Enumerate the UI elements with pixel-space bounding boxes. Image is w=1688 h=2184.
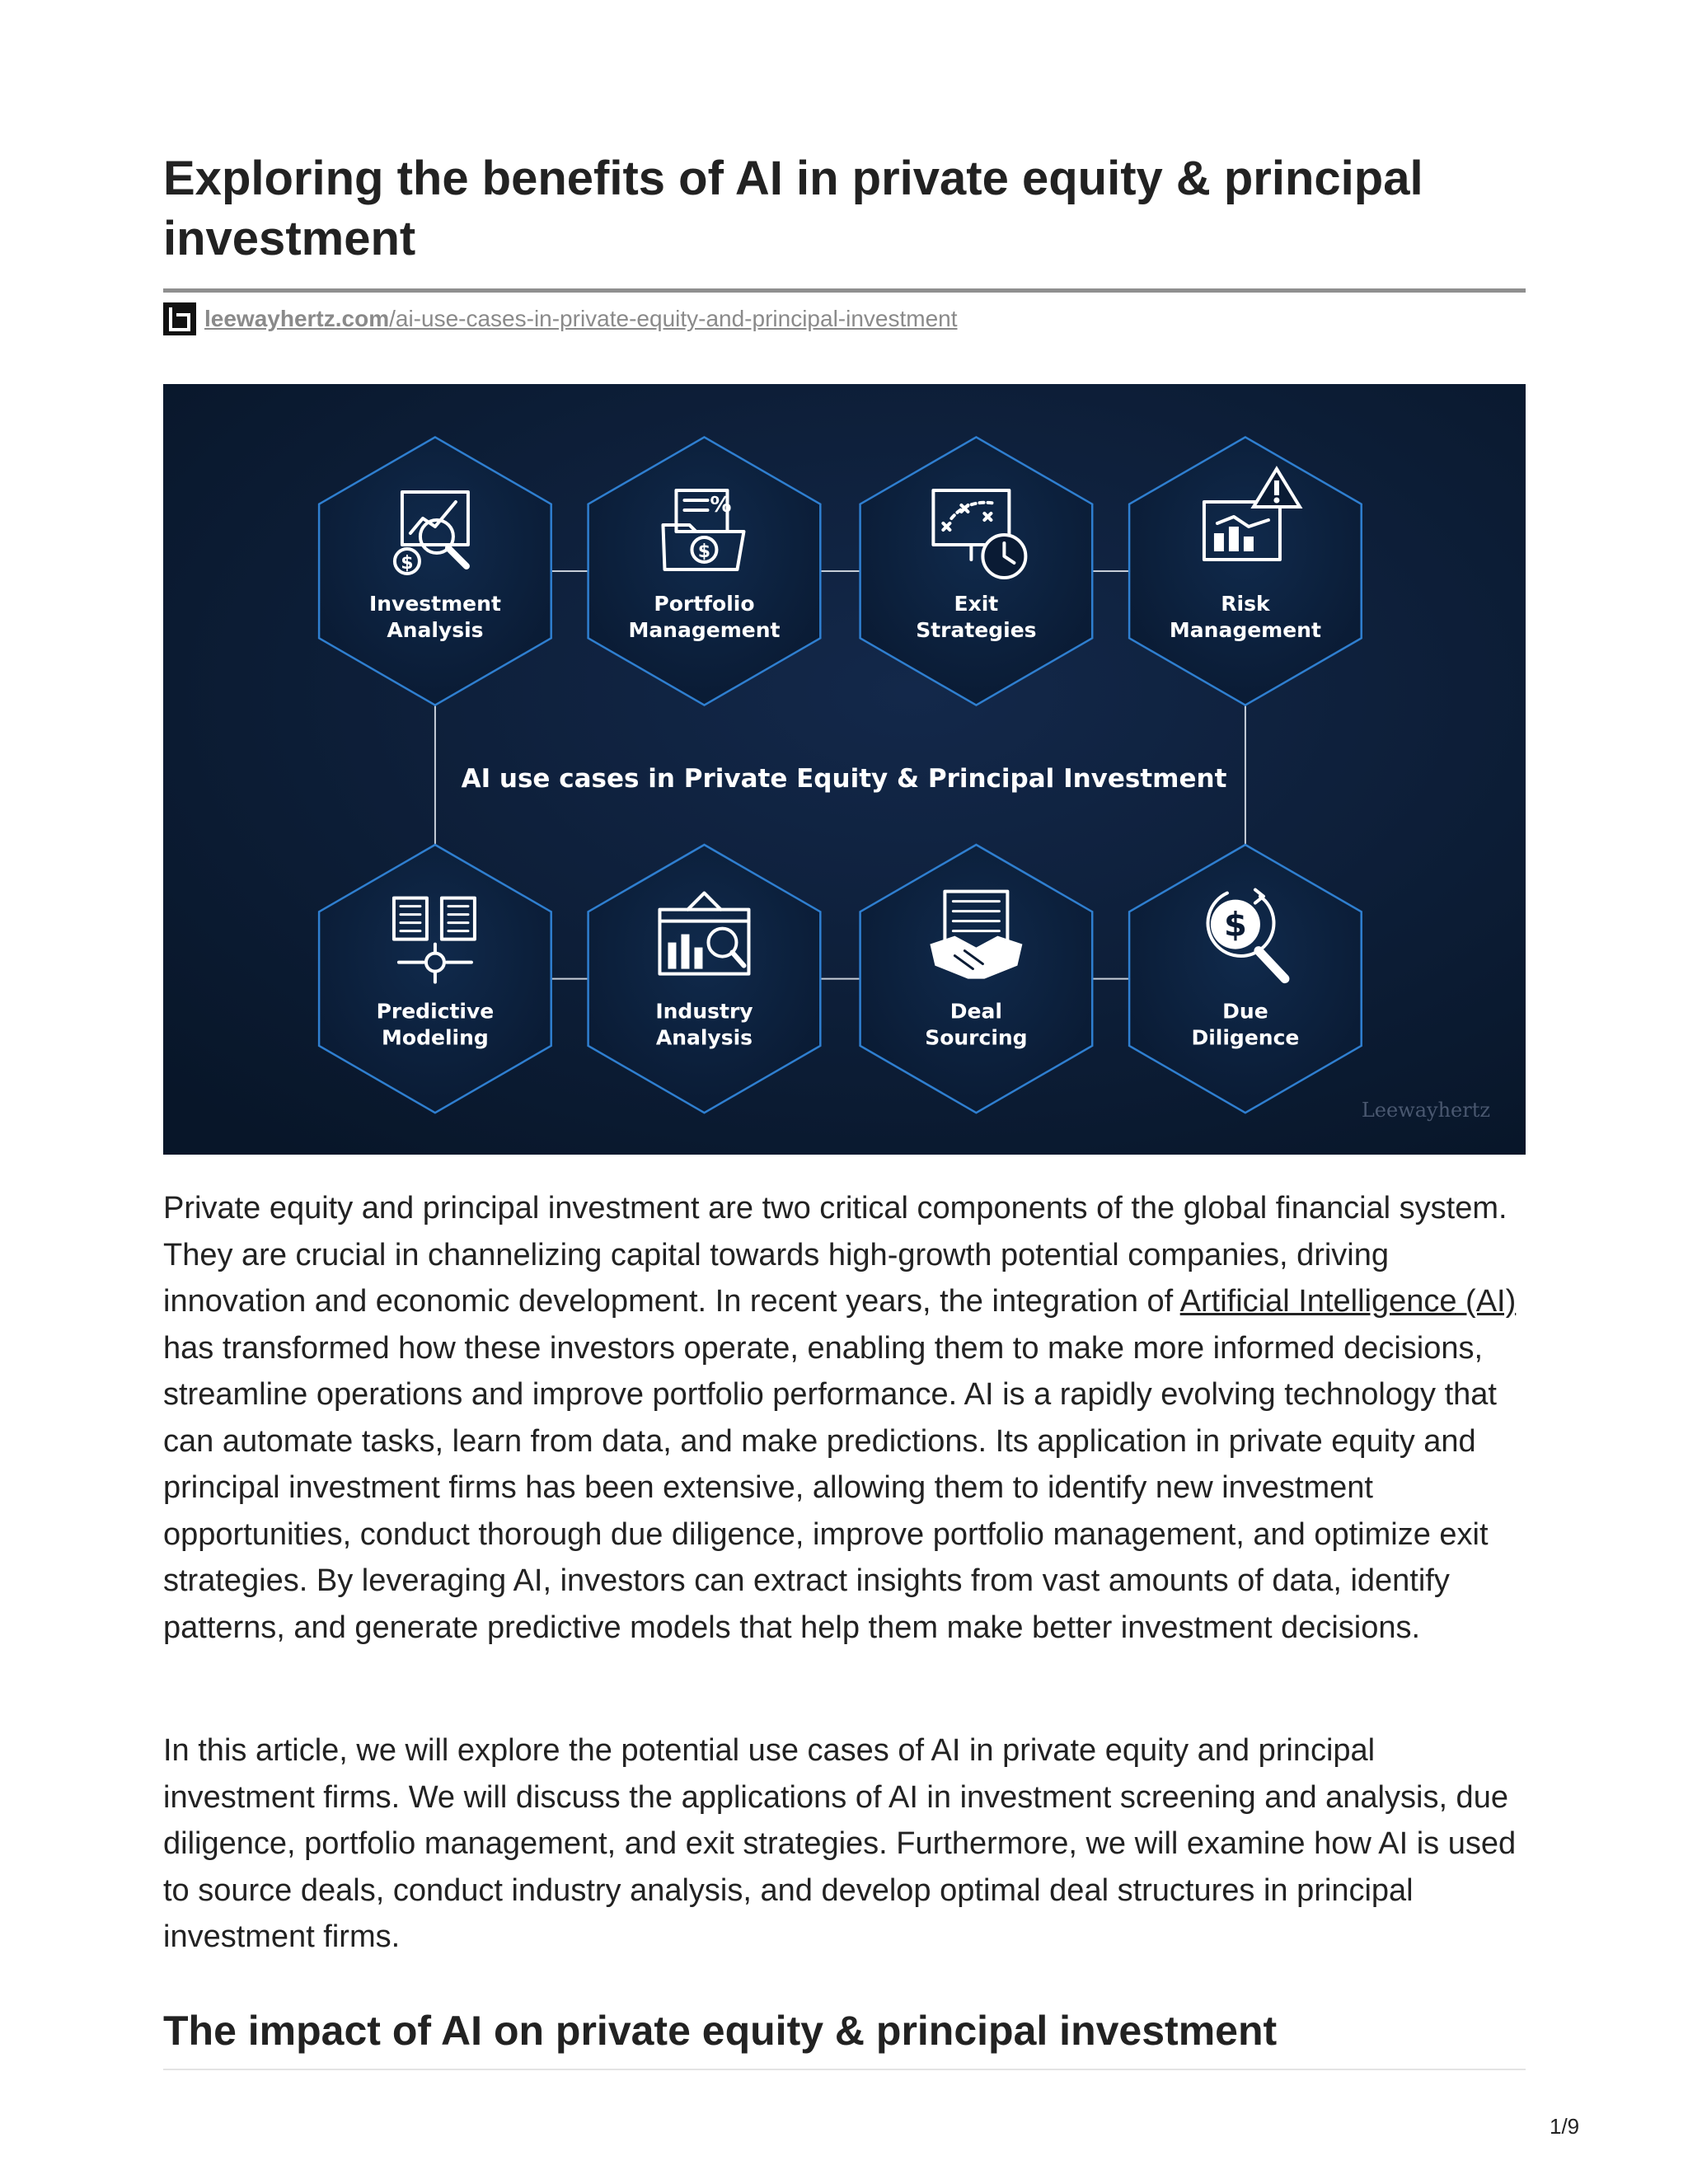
- svg-text:$: $: [1224, 906, 1247, 944]
- use-case-label-line2: Analysis: [387, 617, 484, 642]
- svg-text:$: $: [697, 541, 711, 562]
- use-cases-diagram: [163, 384, 1526, 1155]
- use-case-label-line1: Industry: [655, 999, 753, 1024]
- overview-paragraph: In this article, we will explore the potential use cases of AI in private equity and principal investment firms. We will discuss the applications of AI in investment screening and analysis, due diligence, portfolio management, and exit strategies. Furthermore, we will examine how AI is used to source deals, conduct industry analysis, and develop optimal deal structures in principal investment firms.: [163, 1733, 1517, 1954]
- section-heading: The impact of AI on private equity & principal investment: [163, 2008, 1278, 2054]
- intro-paragraph: Private equity and principal investment are two critical components of the global financial system. They are crucial in channelizing capital towards high-growth potential companies, driving innovation and economic development. In recent years, the integration of Artificial Intelligence (AI) has transformed how these investors operate, enabling them to make more informed decisions, streamline operations and improve portfolio performance. AI is a rapidly evolving technology that can automate tasks, learn from data, and make predictions. Its application in private equity and principal investment firms has been extensive, allowing them to identify new investment opportunities, conduct thorough due diligence, improve portfolio management, and optimize exit strategies. By leveraging AI, investors can extract insights from vast amounts of data, identify patterns, and generate predictive models that help them make better investment decisions.: [163, 1191, 1517, 1645]
- use-case-label-line2: Analysis: [655, 1025, 753, 1050]
- leewayhertz-logo-icon: [163, 302, 196, 335]
- article-title: Exploring the benefits of AI in private equity & principal investment: [163, 152, 1423, 265]
- use-case-label-line1: Due: [1222, 999, 1268, 1024]
- use-case-label-line1: Exit: [954, 591, 999, 616]
- use-case-label-line2: Sourcing: [925, 1025, 1028, 1050]
- ai-link[interactable]: Artificial Intelligence (AI): [1179, 1284, 1517, 1319]
- watermark: Leewayhertz: [1361, 1099, 1490, 1122]
- diagram-center-title: AI use cases in Private Equity & Principal Investment: [461, 764, 1227, 794]
- use-case-label-line1: Investment: [368, 591, 501, 616]
- use-case-label-line2: Modeling: [382, 1025, 489, 1050]
- use-case-label-line2: Management: [1169, 617, 1321, 642]
- use-case-label-line2: Diligence: [1191, 1025, 1300, 1050]
- use-case-label-line2: Strategies: [916, 617, 1037, 642]
- use-case-label-line2: Management: [628, 617, 781, 642]
- use-case-label-line1: Risk: [1221, 591, 1270, 616]
- use-case-label-line1: Deal: [950, 999, 1002, 1024]
- source-row: [163, 302, 958, 335]
- section-divider: [163, 2069, 1526, 2070]
- title-divider: [163, 288, 1526, 293]
- source-link[interactable]: leewayhertz.com/ai-use-cases-in-private-equity-and-principal-investment: [204, 306, 958, 331]
- use-cases-figure: [163, 384, 1526, 1155]
- svg-text:$: $: [401, 552, 414, 574]
- page-number: 1/9: [1550, 2114, 1580, 2139]
- use-case-label-line1: Portfolio: [654, 591, 755, 616]
- svg-text:%: %: [710, 492, 732, 518]
- use-case-label-line1: Predictive: [376, 999, 495, 1024]
